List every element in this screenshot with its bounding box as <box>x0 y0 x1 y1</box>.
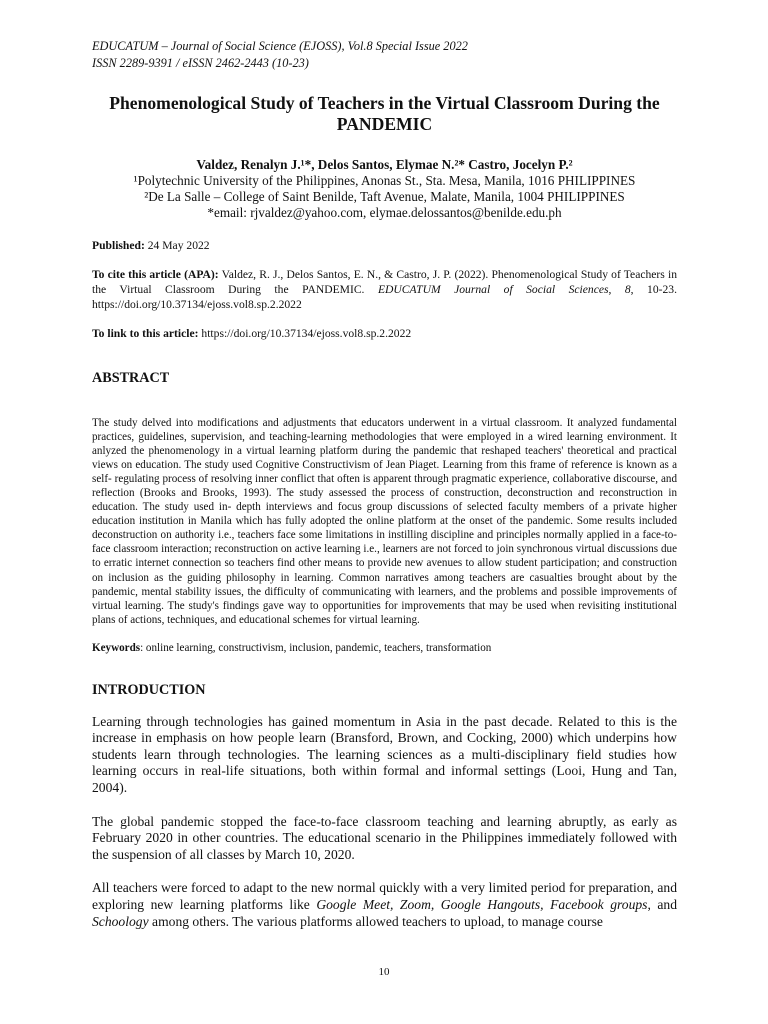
keywords <box>92 641 677 655</box>
citation <box>92 267 677 312</box>
cite-text: Valdez, R. J., Delos Santos, E. N., & Castro, J. P. (2022). Phenomenological Study of Teachers in the Virtual Classroom During the PANDEMIC. <box>92 268 677 296</box>
author-emails: *email: rjvaldez@yahoo.com, elymae.delossantos@benilde.edu.ph <box>207 205 562 220</box>
article-link <box>92 326 677 341</box>
published-date <box>92 238 677 253</box>
cite-doi[interactable]: , 10-23. https://doi.org/10.37134/ejoss.vol8.sp.2.2022 <box>92 283 677 311</box>
abstract-heading: ABSTRACT <box>92 370 170 386</box>
intro-paragraph-2: The global pandemic stopped the face-to-face classroom teaching and learning abruptly, as early as February 2020 in other countries. The educational scenario in the Philippines immediately followed with the suspension of all classes by March 10, 2020. <box>92 813 677 862</box>
page-number: 10 <box>378 966 390 978</box>
cite-sep: , <box>608 283 625 296</box>
p3-text-c: among others. The various platforms allowed teachers to upload, to manage course <box>148 913 603 929</box>
cite-volume: 8 <box>624 283 631 296</box>
doi-link[interactable]: https://doi.org/10.37134/ejoss.vol8.sp.2.2022 <box>201 327 412 340</box>
keywords-value: : online learning, constructivism, inclusion, pandemic, teachers, transformation <box>140 641 492 654</box>
article-title: Phenomenological Study of Teachers in the Virtual Classroom During the PANDEMIC <box>109 93 660 134</box>
issn-line: ISSN 2289-9391 / eISSN 2462-2443 (10-23) <box>92 56 309 70</box>
p3-text-a: All teachers were forced to adapt to the new normal quickly with a very limited period for preparation, and exploring new learning platforms like <box>92 880 677 913</box>
keywords-label: Keywords <box>92 641 141 654</box>
published-label: Published: <box>92 239 145 252</box>
link-label: To link to this article: <box>92 327 199 340</box>
p3-text-b: , and <box>647 897 677 913</box>
introduction-heading: INTRODUCTION <box>92 681 206 698</box>
affiliation-1: ¹Polytechnic University of the Philippines, Anonas St., Sta. Mesa, Manila, 1016 PHILIPPINES <box>133 173 636 188</box>
running-header <box>92 38 677 72</box>
cite-journal: EDUCATUM Journal of Social Sciences <box>377 283 609 296</box>
author-block <box>92 157 677 221</box>
p3-platforms: Google Meet, Zoom, Google Hangouts, Facebook groups <box>316 897 648 913</box>
author-names: Valdez, Renalyn J.¹*, Delos Santos, Elymae N.²* Castro, Jocelyn P.² <box>196 157 573 172</box>
intro-paragraph-3 <box>92 880 677 930</box>
intro-paragraph-1: Learning through technologies has gained momentum in Asia in the past decade. Related to this is the increase in emphasis on how people learn (Bransford, Brown, and Cocking, 2000) which underpins how students learn through technologies. The learning sciences as a multi-disciplinary field studies how learning occurs in real-life situations, both within formal and informal settings (Looi, Hung and Tan, 2004). <box>92 713 677 796</box>
document-page <box>92 38 677 930</box>
abstract-text: The study delved into modifications and adjustments that educators underwent in a virtual classroom. It analyzed fundamental practices, guidelines, supervision, and teaching-learning methodologies that were employed in a wired learning environment. It anlyzed the phenomenology in a virtual learning platform during the pandemic that reshaped teachers' theoretical and practical views on education. The study used Cognitive Constructivism of Jean Piaget. Learning from this frame of reference is known as a self- regulating process of resolving inner conflict that often is apparent through pragmatic experience, collaborative discourse, and reflection (Brooks and Brooks, 1993). The study assessed the process of construction, deconstruction and reconstruction in education. The study used in- depth interviews and focus group discussions of selected faculty members of a private higher education institution in Manila which has fully adopted the online platform at the onset of the pandemic. Some results included deconstruction on authority i.e., teachers face some limitations in instilling discipline and principles normally applied in a face-to-face classroom interaction; reconstruction on active learning i.e., learners are not forced to join synchronous virtual discussions due to erratic internet connection so teachers find other means to provide new avenues to allow student participation; and construction on inclusion as the guiding philosophy in learning. Common narratives among teachers are casualties brought about by the pandemic, mental stability issues, the difficulty of communicating with learners, and the problems and possible improvements of virtual learning. The study's findings gave way to opportunities for improvements that may be used when revisiting institutional plans of actions, techniques, and educational schemes for virtual learning. <box>92 417 677 626</box>
p3-schoology: Schoology <box>92 913 149 929</box>
affiliation-2: ²De La Salle – College of Saint Benilde, Taft Avenue, Malate, Manila, 1004 PHILIPPINES <box>144 189 625 204</box>
journal-line: EDUCATUM – Journal of Social Science (EJOSS), Vol.8 Special Issue 2022 <box>92 39 468 53</box>
published-value: 24 May 2022 <box>147 239 210 252</box>
cite-label: To cite this article (APA): <box>92 268 219 281</box>
